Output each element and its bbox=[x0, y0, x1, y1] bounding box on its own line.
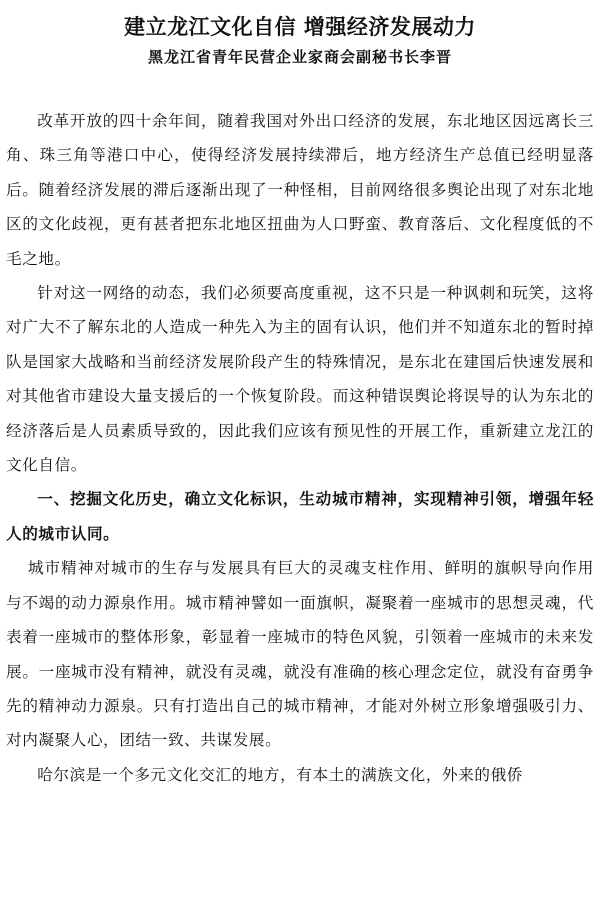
document-title: 建立龙江文化自信 增强经济发展动力 bbox=[124, 14, 476, 39]
body-paragraph: 针对这一网络的动态，我们必须要高度重视，这不只是一种讽刺和玩笑，这将对广大不了解东北的人造成一种先入为主的固有认识，他们并不知道东北的暂时掉队是国家大战略和当前经济发展阶段产生的特殊情况，是东北在建国后快速发展和对其他省市建设大量支援后的一个恢复阶段。而这种错误舆论将误导的认为东北的经济落后是人员素质导致的，因此我们应该有预见性的开展工作，重新建立龙江的文化自信。 bbox=[6, 284, 594, 475]
body-paragraph: 哈尔滨是一个多元文化交汇的地方，有本土的满族文化，外来的俄侨 bbox=[37, 765, 524, 784]
section-heading: 一、挖掘文化历史，确立文化标识，生动城市精神，实现精神引领，增强年轻人的城市认同。 bbox=[6, 489, 594, 543]
document-author: 黑龙江省青年民营企业家商会副秘书长李晋 bbox=[147, 48, 452, 66]
body-paragraph: 城市精神对城市的生存与发展具有巨大的灵魂支柱作用、鲜明的旗帜导向作用与不竭的动力源泉作用。城市精神譬如一面旗帜，凝聚着一座城市的思想灵魂，代表着一座城市的整体形象，彰显着一座城市的特色风貌，引领着一座城市的未来发展。一座城市没有精神，就没有灵魂，就没有准确的核心理念定位，就没有奋勇争先的精神动力源泉。只有打造出自己的城市精神，才能对外树立形象增强吸引力、对内凝聚人心，团结一致、共谋发展。 bbox=[6, 559, 594, 750]
body-paragraph: 改革开放的四十余年间，随着我国对外出口经济的发展，东北地区因远离长三角、珠三角等港口中心，使得经济发展持续滞后，地方经济生产总值已经明显落后。随着经济发展的滞后逐渐出现了一种怪相，目前网络很多舆论出现了对东北地区的文化歧视，更有甚者把东北地区扭曲为人口野蛮、教育落后、文化程度低的不毛之地。 bbox=[6, 112, 594, 268]
